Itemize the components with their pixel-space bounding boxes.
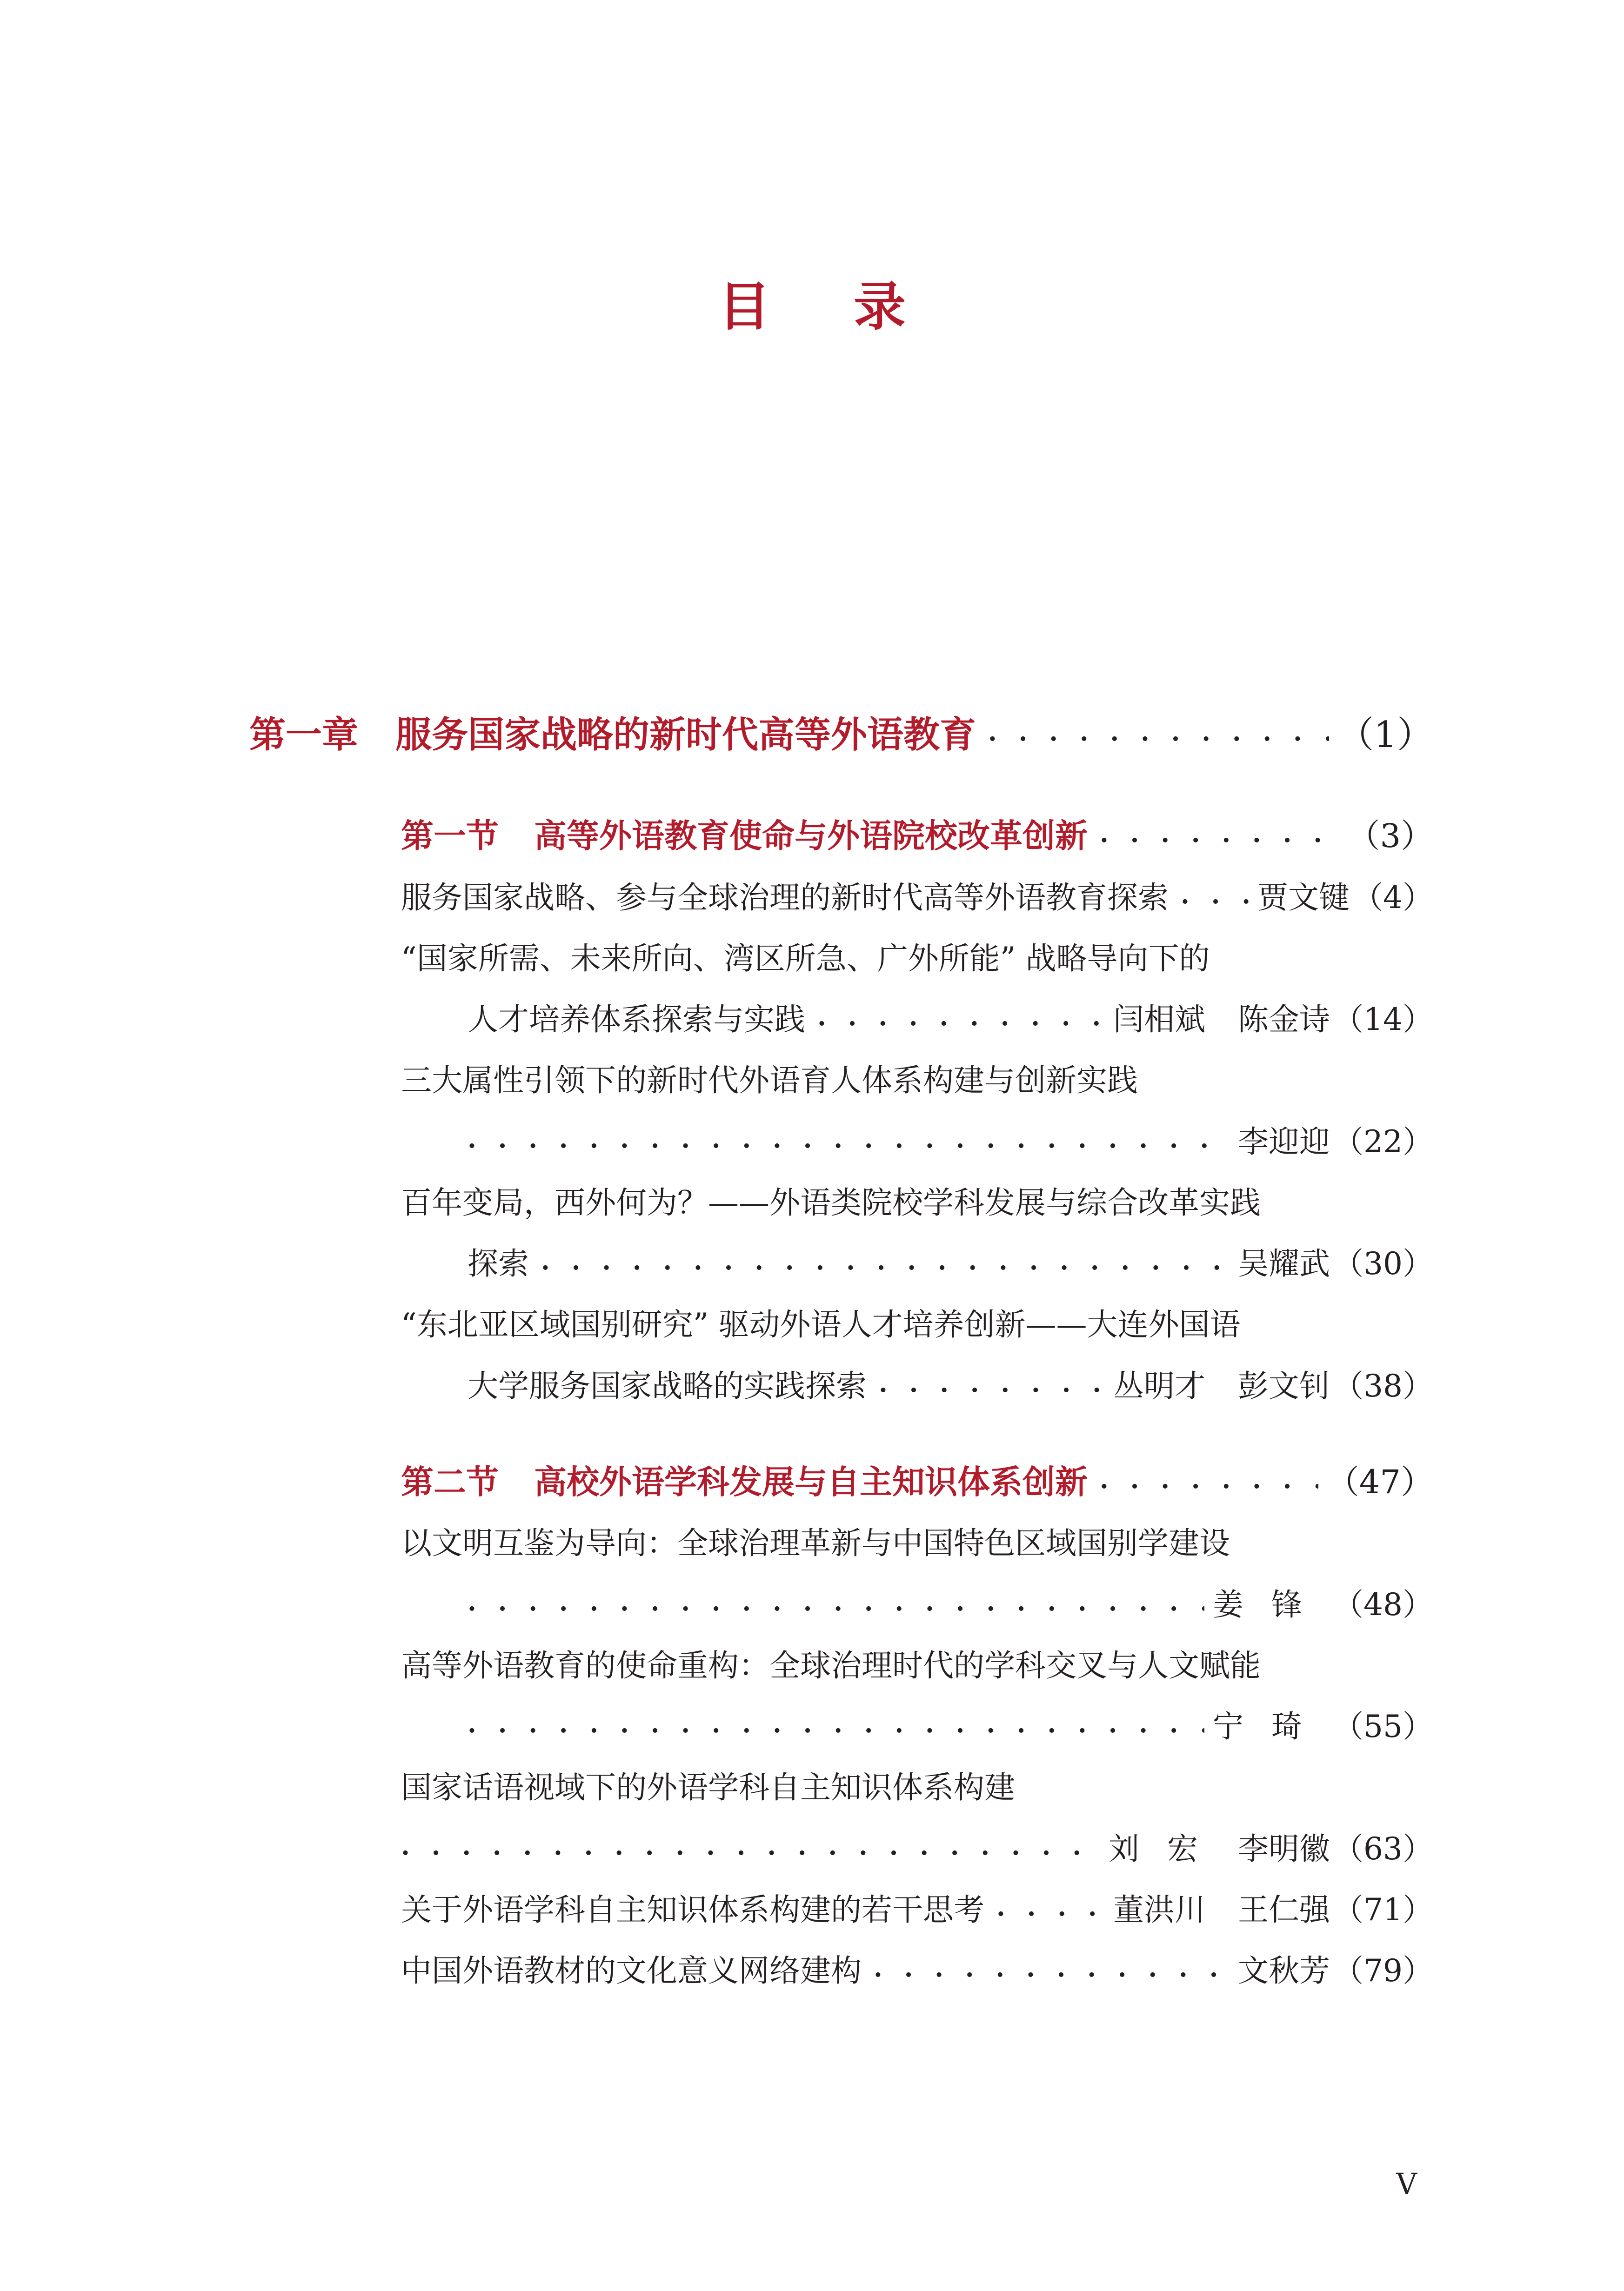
entry-title: 百年变局，西外何为？——外语类院校学科发展与综合改革实践 [401, 1184, 1261, 1221]
entry-title: 三大属性引领下的新时代外语育人体系构建与创新实践 [401, 1062, 1138, 1098]
page-number: （1） [1337, 714, 1433, 756]
leader-dots [988, 717, 1329, 747]
entry-author: 闫相斌 [1113, 1001, 1206, 1037]
page-number: （48） [1333, 1586, 1433, 1623]
page-number: （63） [1333, 1830, 1433, 1867]
leader-dots [879, 1368, 1105, 1398]
page-number: （47） [1326, 1463, 1433, 1501]
toc-entry[interactable] [468, 1701, 1433, 1746]
entry-title-continued: 大学服务国家战略的实践探索 [468, 1368, 867, 1404]
leader-dots [1100, 1464, 1318, 1494]
entry-title-continued: 人才培养体系探索与实践 [468, 1001, 805, 1037]
entry-author: 王仁强 [1238, 1891, 1330, 1928]
entry-author: 彭文钊 [1238, 1368, 1330, 1404]
toc-entry-title-line[interactable] [401, 1299, 1240, 1344]
entry-author: 宁琦 [1213, 1708, 1330, 1744]
leader-dots [874, 1953, 1230, 1983]
leader-dots [468, 1124, 1230, 1154]
toc-entry[interactable] [468, 1361, 1433, 1405]
toc-entry-title-line[interactable] [401, 1640, 1261, 1685]
toc-entry[interactable] [401, 872, 1433, 917]
toc-entry[interactable] [401, 1823, 1433, 1868]
leader-dots [468, 1709, 1204, 1738]
leader-dots [1100, 818, 1339, 848]
entry-title: 国家话语视域下的外语学科自主知识体系构建 [401, 1769, 1015, 1805]
toc-section-2[interactable] [401, 1457, 1433, 1502]
entry-title: “国家所需、未来所向、湾区所急、广外所能” 战略导向下的 [401, 940, 1210, 976]
entry-author: 陈金诗 [1238, 1001, 1330, 1037]
chapter-title: 服务国家战略的新时代高等外语教育 [395, 714, 976, 756]
page-number: （22） [1333, 1123, 1433, 1160]
toc-entry[interactable] [401, 1884, 1433, 1929]
entry-author: 姜锋 [1213, 1586, 1330, 1623]
page-number: （38） [1333, 1368, 1433, 1404]
entry-title: 服务国家战略、参与全球治理的新时代高等外语教育探索 [401, 879, 1169, 915]
entry-title: 中国外语教材的文化意义网络建构 [401, 1952, 862, 1989]
toc-chapter-1[interactable] [249, 709, 1433, 754]
toc-entry-title-line[interactable] [401, 1518, 1230, 1563]
toc-entry-title-line[interactable] [401, 1762, 1015, 1807]
leader-dots [401, 1831, 1100, 1861]
leader-dots [541, 1246, 1230, 1276]
toc-entry[interactable] [468, 994, 1433, 1039]
page-folio: V [1396, 2167, 1417, 2201]
entry-title-continued: 探索 [468, 1245, 529, 1282]
page-number: （30） [1333, 1245, 1433, 1282]
entry-author: 刘宏 [1109, 1830, 1226, 1867]
entry-title: “东北亚区域国别研究” 驱动外语人才培养创新——大连外国语 [401, 1306, 1241, 1343]
toc-entry-title-line[interactable] [401, 1177, 1261, 1222]
entry-author: 董洪川 [1113, 1891, 1206, 1928]
section-number: 第一节 [401, 816, 499, 855]
entry-author: 李明徽 [1238, 1830, 1330, 1867]
leader-dots [817, 1002, 1105, 1031]
toc-section-1[interactable] [401, 811, 1433, 855]
page-number: （14） [1333, 1001, 1433, 1037]
entry-title: 高等外语教育的使命重构：全球治理时代的学科交叉与人文赋能 [401, 1647, 1261, 1683]
toc-entry[interactable] [468, 1116, 1433, 1161]
page-number: （71） [1333, 1891, 1433, 1928]
toc-entry[interactable] [401, 1945, 1433, 1990]
leader-dots [1181, 880, 1249, 909]
leader-dots [468, 1587, 1204, 1616]
page-number: （79） [1333, 1952, 1433, 1989]
toc-entry-title-line[interactable] [401, 1055, 1138, 1100]
chapter-number: 第一章 [249, 714, 359, 756]
entry-title: 关于外语学科自主知识体系构建的若干思考 [401, 1891, 984, 1928]
toc-entry[interactable] [468, 1238, 1433, 1283]
page-title: 目 录 [718, 276, 938, 337]
entry-author: 吴耀武 [1238, 1245, 1330, 1282]
entry-title: 以文明互鉴为导向：全球治理革新与中国特色区域国别学建设 [401, 1525, 1230, 1561]
section-number: 第二节 [401, 1462, 499, 1501]
entry-author: 贾文键 [1257, 879, 1350, 915]
toc-entry-title-line[interactable] [401, 933, 1210, 978]
entry-author: 丛明才 [1113, 1368, 1206, 1404]
section-title: 高等外语教育使命与外语院校改革创新 [534, 816, 1088, 855]
section-title: 高校外语学科发展与自主知识体系创新 [534, 1462, 1088, 1501]
leader-dots [996, 1892, 1105, 1922]
entry-author: 李迎迎 [1238, 1123, 1330, 1160]
page-number: （4） [1352, 879, 1433, 915]
toc-entry[interactable] [468, 1579, 1433, 1624]
entry-author: 文秋芳 [1238, 1952, 1330, 1989]
page-number: （3） [1347, 816, 1433, 855]
page-number: （55） [1333, 1708, 1433, 1744]
